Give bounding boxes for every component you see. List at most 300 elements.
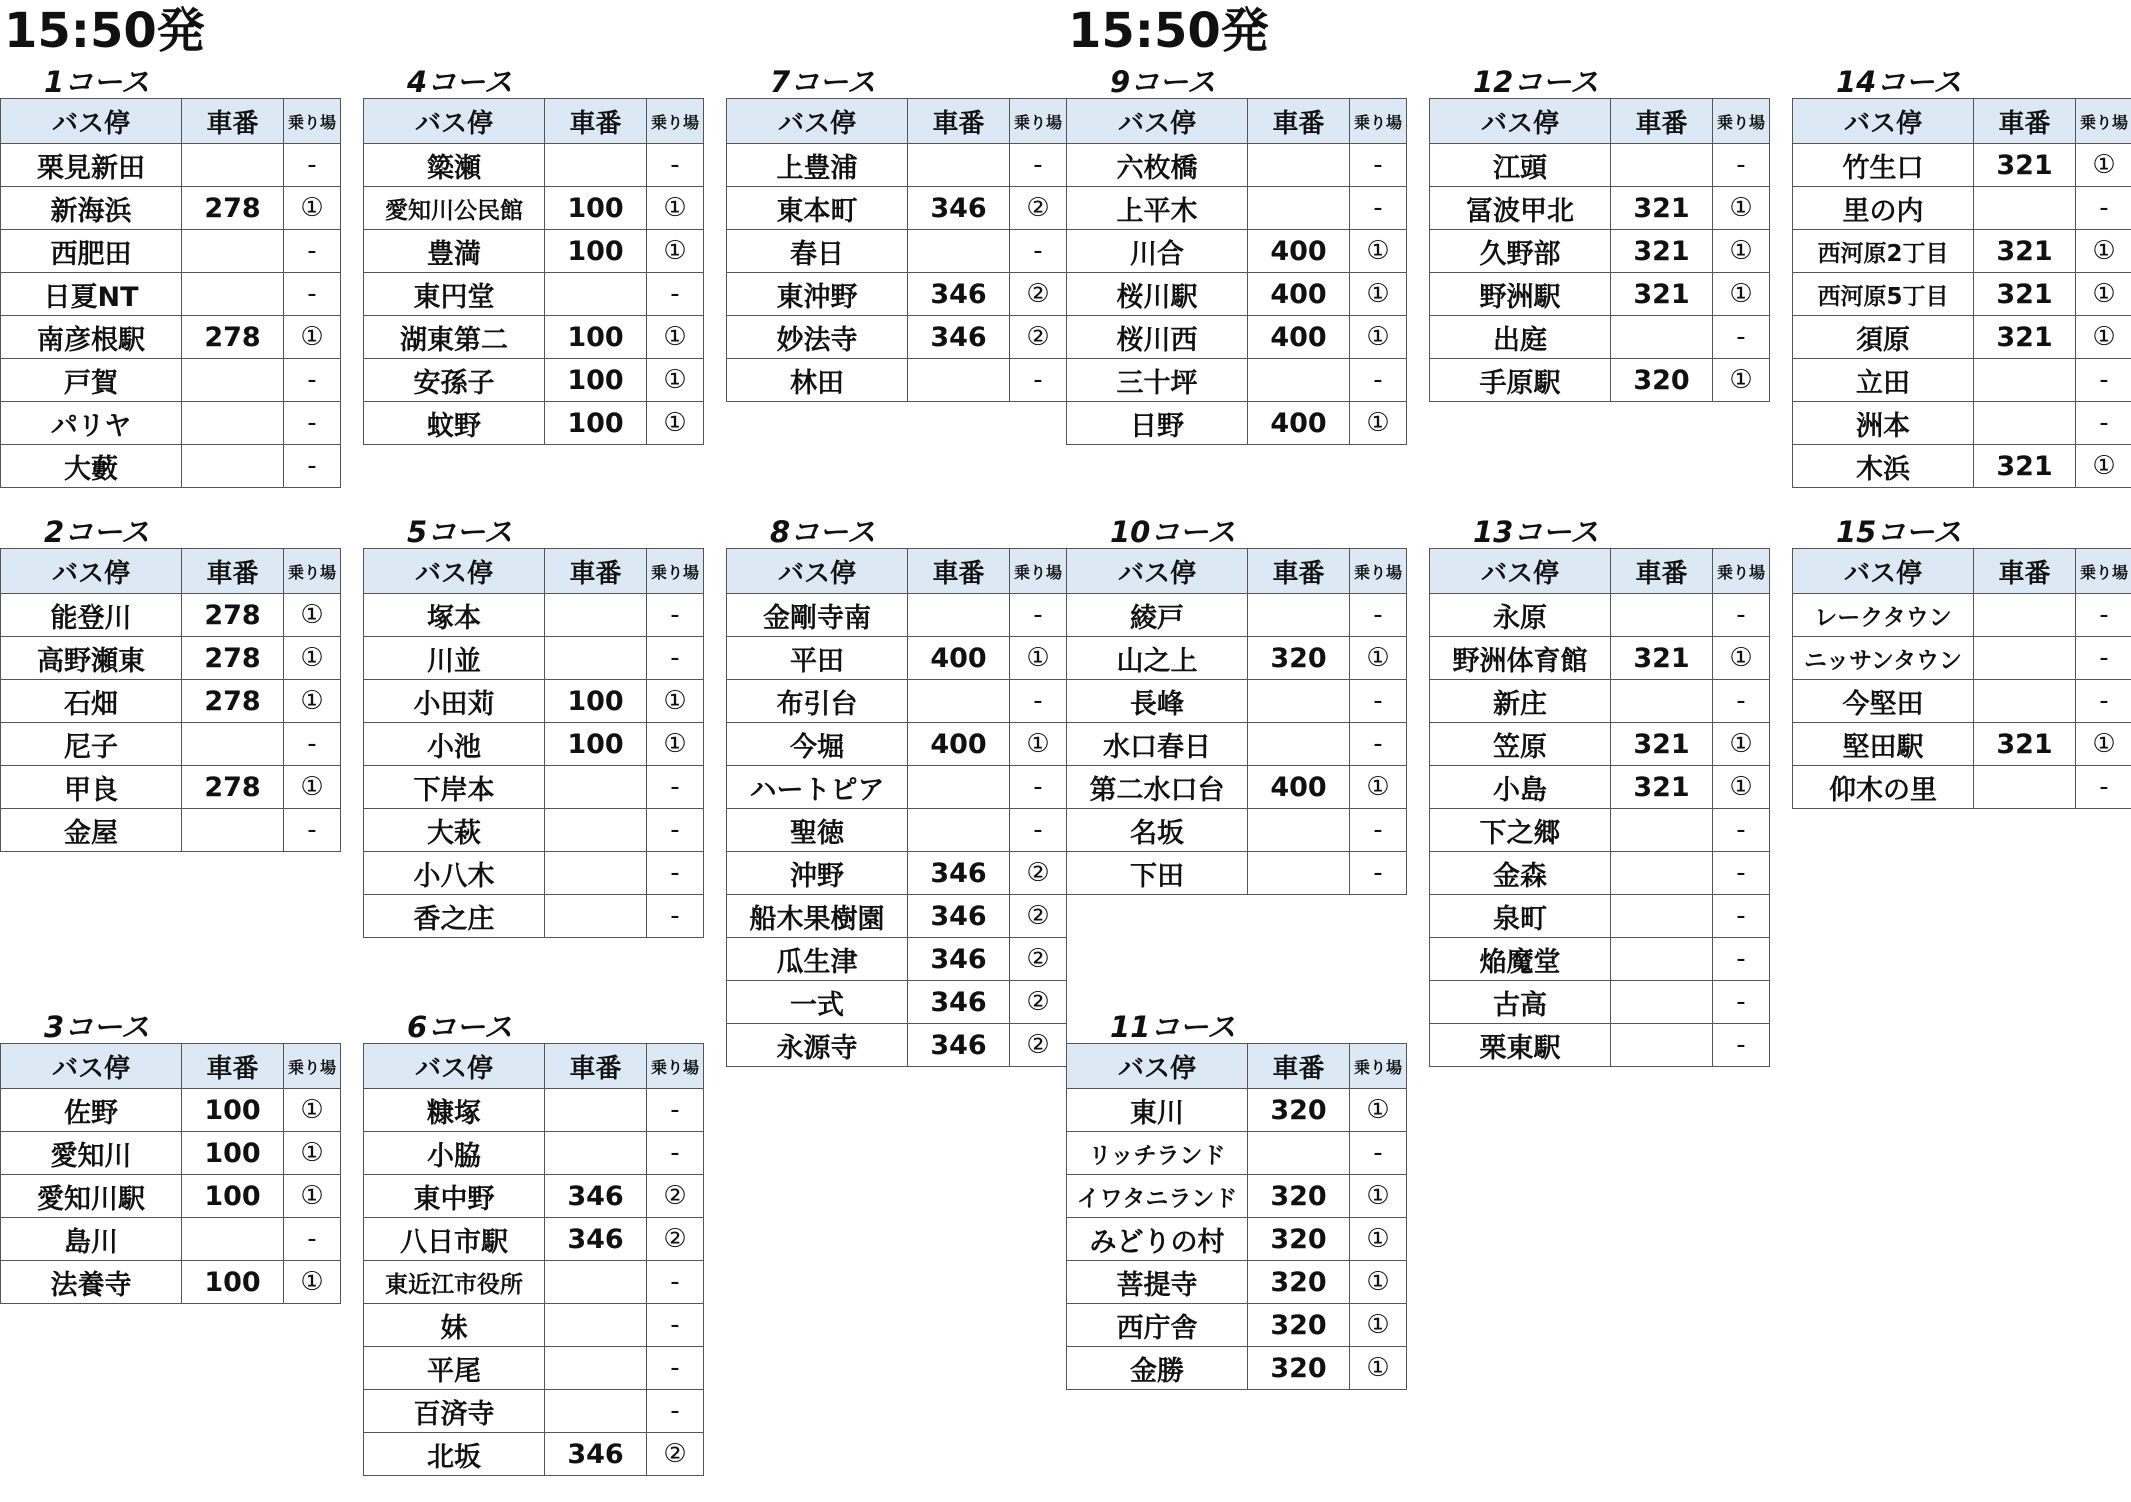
car-number-cell: 321	[1974, 230, 2076, 273]
car-number-cell: 321	[1974, 445, 2076, 488]
table-row	[1067, 273, 1407, 316]
course-c13	[1429, 516, 1769, 1067]
course-table	[726, 548, 1067, 1067]
car-number-cell: 321	[1611, 766, 1713, 809]
table-row	[1, 445, 341, 488]
table-row	[1067, 809, 1407, 852]
boarding-spot-cell: -	[284, 230, 341, 273]
bus-stop-cell: 日野	[1067, 402, 1248, 445]
bus-stop-header: バス停	[364, 1044, 545, 1089]
bus-stop-cell: ニッサンタウン	[1793, 637, 1974, 680]
table-row	[364, 187, 704, 230]
boarding-spot-cell: ①	[1350, 316, 1407, 359]
bus-stop-cell: 金勝	[1067, 1347, 1248, 1390]
table-row	[727, 637, 1067, 680]
bus-stop-cell: 三十坪	[1067, 359, 1248, 402]
table-row	[364, 594, 704, 637]
car-number-header: 車番	[1248, 99, 1350, 144]
car-number-cell: 321	[1611, 273, 1713, 316]
boarding-spot-cell: -	[284, 723, 341, 766]
car-number-cell: 346	[545, 1433, 647, 1476]
car-number-cell: 320	[1248, 1347, 1350, 1390]
table-row	[1793, 680, 2131, 723]
boarding-spot-cell: ①	[284, 316, 341, 359]
table-row	[1430, 809, 1770, 852]
bus-stop-header: バス停	[1, 1044, 182, 1089]
car-number-cell	[908, 144, 1010, 187]
car-number-cell: 346	[545, 1218, 647, 1261]
course-table	[726, 98, 1067, 402]
boarding-spot-cell: ②	[1010, 1024, 1067, 1067]
table-row	[364, 402, 704, 445]
boarding-spot-cell: -	[1010, 359, 1067, 402]
car-number-header: 車番	[1611, 549, 1713, 594]
boarding-spot-cell: ②	[647, 1175, 704, 1218]
table-row	[1, 766, 341, 809]
car-number-cell: 346	[545, 1175, 647, 1218]
boarding-spot-cell: -	[647, 1132, 704, 1175]
boarding-spot-cell: -	[647, 144, 704, 187]
car-number-header: 車番	[1974, 99, 2076, 144]
bus-stop-cell: 百済寺	[364, 1390, 545, 1433]
table-row	[364, 1347, 704, 1390]
table-row	[1, 144, 341, 187]
bus-stop-cell: みどりの村	[1067, 1218, 1248, 1261]
departure-time-left: 15:50発	[4, 3, 205, 59]
course-table	[1792, 98, 2131, 488]
car-number-header: 車番	[1248, 549, 1350, 594]
bus-stop-cell: 新庄	[1430, 680, 1611, 723]
table-row	[364, 1433, 704, 1476]
bus-stop-cell: 金剛寺南	[727, 594, 908, 637]
boarding-spot-header: 乗り場	[647, 99, 704, 144]
car-number-header: 車番	[1248, 1044, 1350, 1089]
bus-stop-cell: 上平木	[1067, 187, 1248, 230]
boarding-spot-cell: -	[1010, 230, 1067, 273]
table-header-row	[364, 99, 704, 144]
car-number-cell	[1974, 766, 2076, 809]
car-number-cell	[545, 1390, 647, 1433]
boarding-spot-cell: -	[647, 637, 704, 680]
table-row	[1430, 938, 1770, 981]
car-number-cell	[545, 1089, 647, 1132]
bus-stop-cell: 栗東駅	[1430, 1024, 1611, 1067]
boarding-spot-cell: -	[647, 1347, 704, 1390]
table-row	[364, 766, 704, 809]
boarding-spot-cell: -	[1010, 680, 1067, 723]
bus-stop-cell: 第二水口台	[1067, 766, 1248, 809]
boarding-spot-cell: ①	[284, 680, 341, 723]
boarding-spot-cell: -	[1350, 144, 1407, 187]
boarding-spot-cell: -	[284, 273, 341, 316]
table-row	[1430, 981, 1770, 1024]
bus-stop-cell: 東中野	[364, 1175, 545, 1218]
boarding-spot-cell: ①	[284, 637, 341, 680]
table-row	[727, 230, 1067, 273]
car-number-cell: 100	[545, 316, 647, 359]
bus-stop-cell: 妹	[364, 1304, 545, 1347]
table-row	[1793, 594, 2131, 637]
car-number-cell: 321	[1611, 230, 1713, 273]
car-number-cell: 100	[182, 1175, 284, 1218]
table-header-row	[1430, 549, 1770, 594]
boarding-spot-header: 乗り場	[1350, 1044, 1407, 1089]
boarding-spot-cell: -	[1713, 938, 1770, 981]
car-number-cell: 100	[545, 402, 647, 445]
table-row	[1430, 594, 1770, 637]
car-number-cell: 346	[908, 852, 1010, 895]
car-number-cell: 400	[1248, 273, 1350, 316]
car-number-cell: 278	[182, 187, 284, 230]
bus-stop-cell: 島川	[1, 1218, 182, 1261]
car-number-cell: 100	[182, 1089, 284, 1132]
car-number-cell	[908, 230, 1010, 273]
table-row	[1, 359, 341, 402]
car-number-cell	[1611, 1024, 1713, 1067]
car-number-cell: 346	[908, 938, 1010, 981]
table-row	[1430, 766, 1770, 809]
car-number-header: 車番	[545, 99, 647, 144]
course-c8	[726, 516, 1066, 1067]
boarding-spot-cell: -	[1713, 1024, 1770, 1067]
bus-stop-cell: 冨波甲北	[1430, 187, 1611, 230]
boarding-spot-header: 乗り場	[284, 99, 341, 144]
bus-stop-cell: 下田	[1067, 852, 1248, 895]
bus-stop-cell: 上豊浦	[727, 144, 908, 187]
table-row	[1067, 144, 1407, 187]
car-number-cell	[182, 273, 284, 316]
bus-stop-cell: 金森	[1430, 852, 1611, 895]
car-number-cell: 278	[182, 594, 284, 637]
boarding-spot-header: 乗り場	[1350, 549, 1407, 594]
boarding-spot-cell: -	[1713, 144, 1770, 187]
bus-stop-cell: 綾戸	[1067, 594, 1248, 637]
table-row	[727, 359, 1067, 402]
table-row	[364, 637, 704, 680]
bus-stop-cell: 金屋	[1, 809, 182, 852]
table-row	[1067, 1089, 1407, 1132]
car-number-header: 車番	[908, 99, 1010, 144]
boarding-spot-cell: ①	[2076, 316, 2131, 359]
bus-stop-cell: リッチランド	[1067, 1132, 1248, 1175]
bus-stop-cell: 堅田駅	[1793, 723, 1974, 766]
bus-stop-cell: 愛知川	[1, 1132, 182, 1175]
bus-stop-header: バス停	[1, 99, 182, 144]
car-number-cell	[1974, 680, 2076, 723]
boarding-spot-cell: -	[1350, 723, 1407, 766]
boarding-spot-header: 乗り場	[1350, 99, 1407, 144]
table-header-row	[1430, 99, 1770, 144]
table-row	[364, 852, 704, 895]
bus-stop-cell: 今堀	[727, 723, 908, 766]
course-c5	[363, 516, 703, 938]
car-number-cell: 321	[1974, 723, 2076, 766]
table-row	[1, 273, 341, 316]
bus-stop-cell: 甲良	[1, 766, 182, 809]
car-number-cell: 100	[182, 1261, 284, 1304]
table-row	[1, 637, 341, 680]
car-number-cell: 346	[908, 895, 1010, 938]
boarding-spot-cell: ①	[647, 359, 704, 402]
bus-stop-cell: 須原	[1793, 316, 1974, 359]
course-title: 8コース	[770, 515, 876, 549]
car-number-cell: 321	[1611, 723, 1713, 766]
bus-stop-cell: 長峰	[1067, 680, 1248, 723]
car-number-cell	[1611, 852, 1713, 895]
course-c3	[0, 1011, 340, 1304]
bus-stop-cell: 焔魔堂	[1430, 938, 1611, 981]
boarding-spot-cell: ②	[1010, 273, 1067, 316]
car-number-cell: 321	[1611, 187, 1713, 230]
boarding-spot-cell: ①	[1350, 1218, 1407, 1261]
boarding-spot-cell: -	[1010, 766, 1067, 809]
car-number-cell: 100	[545, 230, 647, 273]
course-c10	[1066, 516, 1406, 895]
table-row	[1067, 766, 1407, 809]
bus-stop-cell: 栗見新田	[1, 144, 182, 187]
table-row	[1067, 230, 1407, 273]
boarding-spot-cell: ②	[1010, 316, 1067, 359]
boarding-spot-cell: ①	[647, 680, 704, 723]
table-header-row	[1793, 99, 2131, 144]
bus-stop-cell: 西河原5丁目	[1793, 273, 1974, 316]
course-table	[0, 548, 341, 852]
table-row	[1067, 1175, 1407, 1218]
car-number-cell	[545, 852, 647, 895]
boarding-spot-header: 乗り場	[284, 1044, 341, 1089]
car-number-cell: 320	[1248, 1304, 1350, 1347]
table-row	[364, 1218, 704, 1261]
car-number-cell	[1974, 637, 2076, 680]
car-number-cell	[182, 445, 284, 488]
table-row	[1793, 723, 2131, 766]
course-table	[363, 1043, 704, 1476]
boarding-spot-cell: -	[647, 594, 704, 637]
bus-stop-cell: 安孫子	[364, 359, 545, 402]
table-row	[364, 1304, 704, 1347]
course-table	[363, 98, 704, 445]
car-number-cell	[182, 1218, 284, 1261]
car-number-cell: 320	[1248, 1218, 1350, 1261]
car-number-cell: 100	[545, 723, 647, 766]
table-row	[1793, 187, 2131, 230]
boarding-spot-cell: ①	[647, 230, 704, 273]
boarding-spot-cell: -	[1713, 809, 1770, 852]
course-c2	[0, 516, 340, 852]
course-title: 14コース	[1836, 65, 1962, 99]
departure-time-right: 15:50発	[1068, 3, 1269, 59]
bus-stop-header: バス停	[1067, 1044, 1248, 1089]
bus-stop-cell: 戸賀	[1, 359, 182, 402]
car-number-cell	[1248, 187, 1350, 230]
table-row	[1067, 402, 1407, 445]
boarding-spot-cell: -	[2076, 594, 2131, 637]
boarding-spot-cell: ①	[1713, 187, 1770, 230]
car-number-cell: 278	[182, 316, 284, 359]
course-c14	[1792, 66, 2131, 488]
car-number-cell	[545, 594, 647, 637]
car-number-cell	[545, 1304, 647, 1347]
car-number-cell	[1611, 594, 1713, 637]
car-number-cell	[1248, 723, 1350, 766]
course-table	[1066, 1043, 1407, 1390]
car-number-cell	[182, 359, 284, 402]
table-header-row	[364, 1044, 704, 1089]
car-number-cell: 400	[1248, 230, 1350, 273]
table-row	[1430, 680, 1770, 723]
boarding-spot-cell: -	[2076, 359, 2131, 402]
table-row	[1793, 637, 2131, 680]
car-number-cell: 100	[182, 1132, 284, 1175]
car-number-cell: 278	[182, 637, 284, 680]
car-number-cell	[182, 144, 284, 187]
car-number-cell: 346	[908, 316, 1010, 359]
table-row	[727, 809, 1067, 852]
course-title: 1コース	[44, 65, 150, 99]
boarding-spot-header: 乗り場	[284, 549, 341, 594]
car-number-cell	[1611, 895, 1713, 938]
car-number-cell: 400	[1248, 766, 1350, 809]
bus-stop-cell: 小池	[364, 723, 545, 766]
table-header-row	[1, 99, 341, 144]
boarding-spot-cell: -	[1010, 594, 1067, 637]
bus-stop-cell: 木浜	[1793, 445, 1974, 488]
boarding-spot-cell: -	[2076, 637, 2131, 680]
boarding-spot-cell: ①	[2076, 144, 2131, 187]
course-title: 10コース	[1110, 515, 1236, 549]
car-number-cell	[1974, 402, 2076, 445]
table-row	[364, 1132, 704, 1175]
boarding-spot-cell: -	[284, 445, 341, 488]
table-row	[364, 273, 704, 316]
table-row	[1430, 273, 1770, 316]
bus-stop-cell: 桜川西	[1067, 316, 1248, 359]
car-number-cell	[545, 144, 647, 187]
car-number-cell	[545, 895, 647, 938]
car-number-cell: 400	[908, 637, 1010, 680]
car-number-cell	[545, 273, 647, 316]
boarding-spot-cell: ①	[1350, 1089, 1407, 1132]
bus-stop-cell: 古高	[1430, 981, 1611, 1024]
table-row	[364, 230, 704, 273]
bus-stop-cell: 小八木	[364, 852, 545, 895]
boarding-spot-cell: -	[647, 852, 704, 895]
table-row	[727, 273, 1067, 316]
boarding-spot-cell: ①	[1350, 1261, 1407, 1304]
car-number-cell	[545, 1347, 647, 1390]
bus-stop-cell: 日夏NT	[1, 273, 182, 316]
table-header-row	[1067, 1044, 1407, 1089]
table-row	[1067, 359, 1407, 402]
car-number-cell: 320	[1248, 1261, 1350, 1304]
car-number-cell	[1611, 809, 1713, 852]
car-number-cell: 321	[1974, 273, 2076, 316]
bus-stop-cell: 川合	[1067, 230, 1248, 273]
boarding-spot-cell: ①	[1713, 273, 1770, 316]
course-title: 9コース	[1110, 65, 1216, 99]
boarding-spot-cell: ①	[1350, 273, 1407, 316]
table-row	[1, 316, 341, 359]
car-number-cell	[1248, 809, 1350, 852]
boarding-spot-header: 乗り場	[1010, 549, 1067, 594]
boarding-spot-cell: -	[284, 809, 341, 852]
table-row	[1, 594, 341, 637]
table-header-row	[364, 549, 704, 594]
bus-stop-cell: 糠塚	[364, 1089, 545, 1132]
table-row	[364, 680, 704, 723]
table-row	[1430, 230, 1770, 273]
table-row	[1793, 316, 2131, 359]
bus-stop-cell: 一式	[727, 981, 908, 1024]
bus-stop-cell: 聖徳	[727, 809, 908, 852]
bus-stop-header: バス停	[1067, 99, 1248, 144]
table-row	[1, 230, 341, 273]
table-header-row	[727, 549, 1067, 594]
car-number-cell	[1974, 187, 2076, 230]
car-number-cell	[182, 723, 284, 766]
car-number-cell: 320	[1248, 637, 1350, 680]
course-title: 5コース	[407, 515, 513, 549]
course-c6	[363, 1011, 703, 1476]
boarding-spot-cell: ①	[1713, 723, 1770, 766]
table-row	[1067, 1304, 1407, 1347]
boarding-spot-cell: ①	[284, 594, 341, 637]
car-number-cell	[182, 809, 284, 852]
boarding-spot-cell: ①	[1350, 230, 1407, 273]
boarding-spot-cell: -	[647, 1089, 704, 1132]
table-row	[1, 1175, 341, 1218]
table-row	[1793, 273, 2131, 316]
boarding-spot-cell: -	[2076, 680, 2131, 723]
table-row	[1, 723, 341, 766]
table-header-row	[1067, 99, 1407, 144]
car-number-header: 車番	[182, 549, 284, 594]
car-number-cell: 278	[182, 766, 284, 809]
course-c1	[0, 66, 340, 488]
bus-stop-cell: 東川	[1067, 1089, 1248, 1132]
table-row	[727, 187, 1067, 230]
car-number-cell: 346	[908, 1024, 1010, 1067]
bus-stop-cell: 平田	[727, 637, 908, 680]
boarding-spot-cell: -	[1713, 852, 1770, 895]
boarding-spot-cell: ①	[2076, 230, 2131, 273]
car-number-header: 車番	[182, 99, 284, 144]
course-title: 3コース	[44, 1010, 150, 1044]
car-number-cell: 320	[1611, 359, 1713, 402]
boarding-spot-cell: -	[1010, 809, 1067, 852]
course-title: 12コース	[1473, 65, 1599, 99]
bus-stop-cell: 西河原2丁目	[1793, 230, 1974, 273]
boarding-spot-cell: ①	[2076, 445, 2131, 488]
bus-stop-cell: 平尾	[364, 1347, 545, 1390]
car-number-cell	[545, 766, 647, 809]
boarding-spot-header: 乗り場	[1010, 99, 1067, 144]
boarding-spot-header: 乗り場	[1713, 549, 1770, 594]
boarding-spot-cell: ①	[1713, 230, 1770, 273]
bus-stop-cell: 西肥田	[1, 230, 182, 273]
table-row	[1430, 1024, 1770, 1067]
boarding-spot-cell: ①	[284, 1175, 341, 1218]
boarding-spot-cell: ①	[284, 1089, 341, 1132]
boarding-spot-cell: ①	[1350, 1304, 1407, 1347]
car-number-cell	[908, 809, 1010, 852]
boarding-spot-cell: ②	[1010, 187, 1067, 230]
table-row	[1, 1218, 341, 1261]
car-number-cell	[1248, 1132, 1350, 1175]
bus-stop-cell: 愛知川公民館	[364, 187, 545, 230]
table-header-row	[1067, 549, 1407, 594]
boarding-spot-cell: ①	[2076, 273, 2131, 316]
